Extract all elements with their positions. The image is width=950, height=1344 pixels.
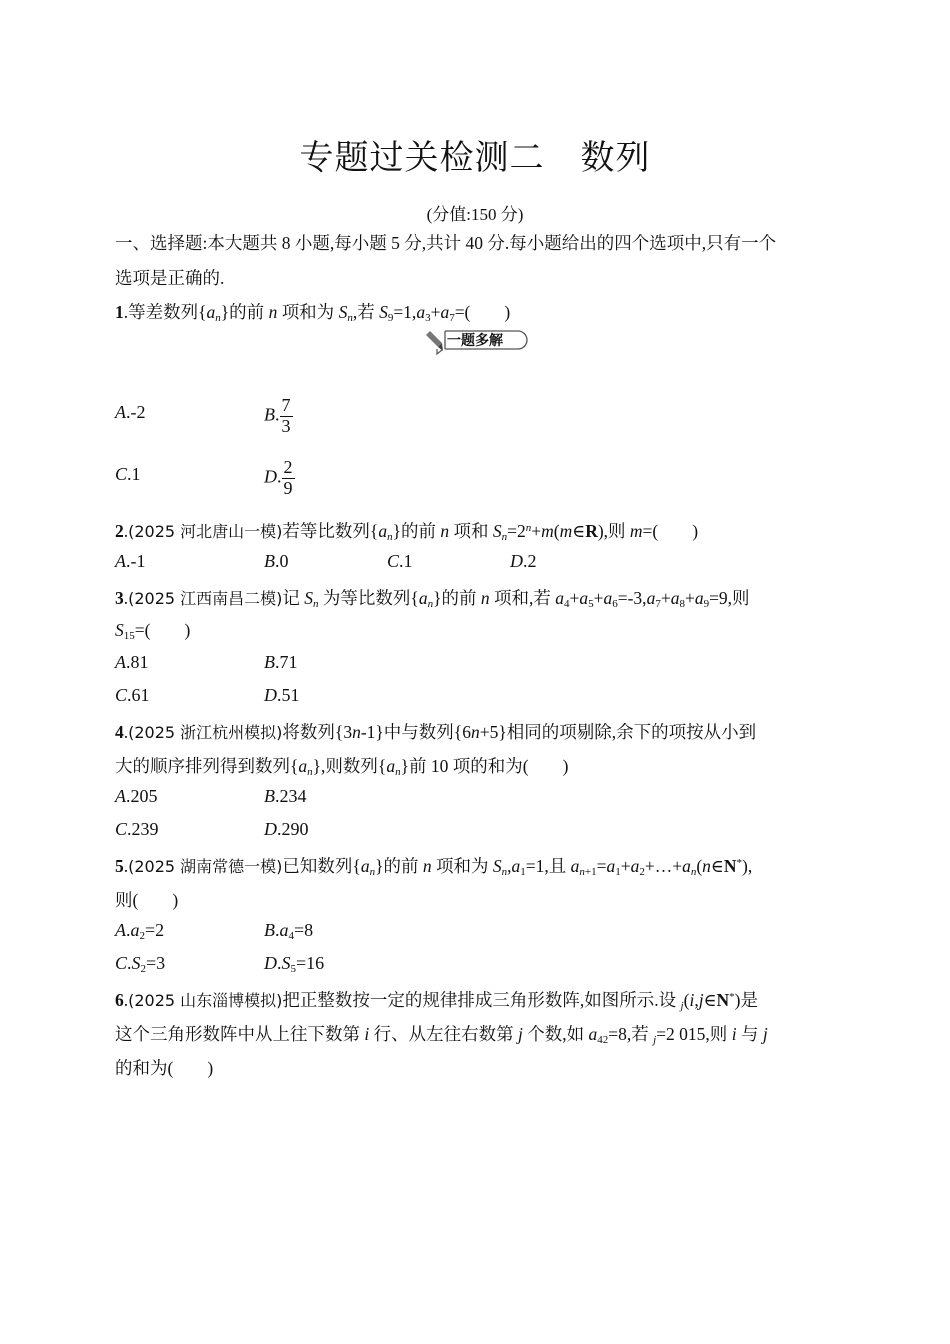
q5-option-a[interactable]: $A.a_2=2$ — [115, 920, 165, 942]
score-note: (分值:150 分) — [426, 205, 524, 224]
question-2: 2.(2025 河北唐山一模)若等比数列$\{a_n\}$的前 n 项和 $S_n=2^n+m(m\in R)$,则 m=( ) — [115, 521, 699, 543]
page-title: 专题过关检测二 数列 — [299, 138, 651, 178]
multi-solution-badge — [423, 327, 528, 360]
q3-option-a[interactable]: A.81 — [115, 652, 149, 672]
section-heading: 一、选择题:本大题共 8 小题,每小题 5 分,共计 40 分.每小题给出的四个选项中,只有一个 — [115, 233, 777, 253]
question-1: 1.等差数列$\{a_n\}$的前 n 项和为 $S_n$,若 $S_9=1,a_3+a_7=$( ) — [115, 302, 511, 324]
q1-option-b[interactable]: B. $\frac{7}{3}$ — [264, 395, 291, 436]
q4-option-d[interactable]: D.290 — [264, 819, 309, 839]
question-6-cont: 这个三角形数阵中从上往下数第 i 行、从左往右数第 j 个数,如 $a_{42}=8$,若 $_j$=2 015,则 i 与 j — [115, 1024, 768, 1046]
q1-option-d[interactable]: D. $\frac{2}{9}$ — [264, 457, 293, 498]
q4-option-b[interactable]: B.234 — [264, 786, 307, 806]
q4-option-a[interactable]: A.205 — [115, 786, 158, 806]
section-heading-cont: 选项是正确的. — [115, 268, 225, 288]
question-3: 3.(2025 江西南昌二模)记 $S_n$ 为等比数列$\{a_n\}$的前 n 项和,若 $a_4+a_5+a_6=-3,a_7+a_8+a_9=9$,则 — [115, 588, 750, 610]
q5-option-c[interactable]: $C.S_2=3$ — [115, 953, 166, 975]
q2-option-d[interactable]: D.2 — [510, 551, 537, 571]
q5-option-b[interactable]: $B.a_4=8$ — [264, 920, 314, 942]
question-5-cont: 则( ) — [115, 890, 179, 910]
q3-option-d[interactable]: D.51 — [264, 685, 300, 705]
q5-option-d[interactable]: $D.S_5=16$ — [264, 953, 325, 975]
badge-label: 一题多解 — [447, 333, 503, 349]
question-6: 6.(2025 山东淄博模拟)把正整数按一定的规律排成三角形数阵,如图所示.设 $_j$(i,j∈N*)是 — [115, 990, 758, 1012]
q2-option-a[interactable]: A.-1 — [115, 551, 146, 571]
q1-option-a[interactable]: A.-2 — [115, 402, 146, 422]
question-4: 4.(2025 浙江杭州模拟)将数列{3n-1}中与数列{6n+5}相同的项剔除,余下的项按从小到 — [115, 722, 757, 742]
question-3-cont: $S_{15}=$( ) — [115, 620, 191, 642]
question-6-cont-2: 的和为( ) — [115, 1058, 214, 1078]
question-4-cont: 大的顺序排列得到数列$\{a_n\}$,则数列$\{a_n\}$前 10 项的和为( ) — [115, 756, 569, 778]
question-5: 5.(2025 湖南常德一模)已知数列$\{a_n\}$的前 n 项和为 $S_n,a_1=1$,且 $a_{n+1}=a_1+a_2+\dots+a_n(n\in N^*)$, — [115, 856, 753, 878]
q3-option-b[interactable]: B.71 — [264, 652, 298, 672]
q3-option-c[interactable]: C.61 — [115, 685, 150, 705]
q1-option-c[interactable]: C.1 — [115, 464, 141, 484]
q2-option-c[interactable]: C.1 — [387, 551, 413, 571]
q4-option-c[interactable]: C.239 — [115, 819, 159, 839]
q2-option-b[interactable]: B.0 — [264, 551, 289, 571]
